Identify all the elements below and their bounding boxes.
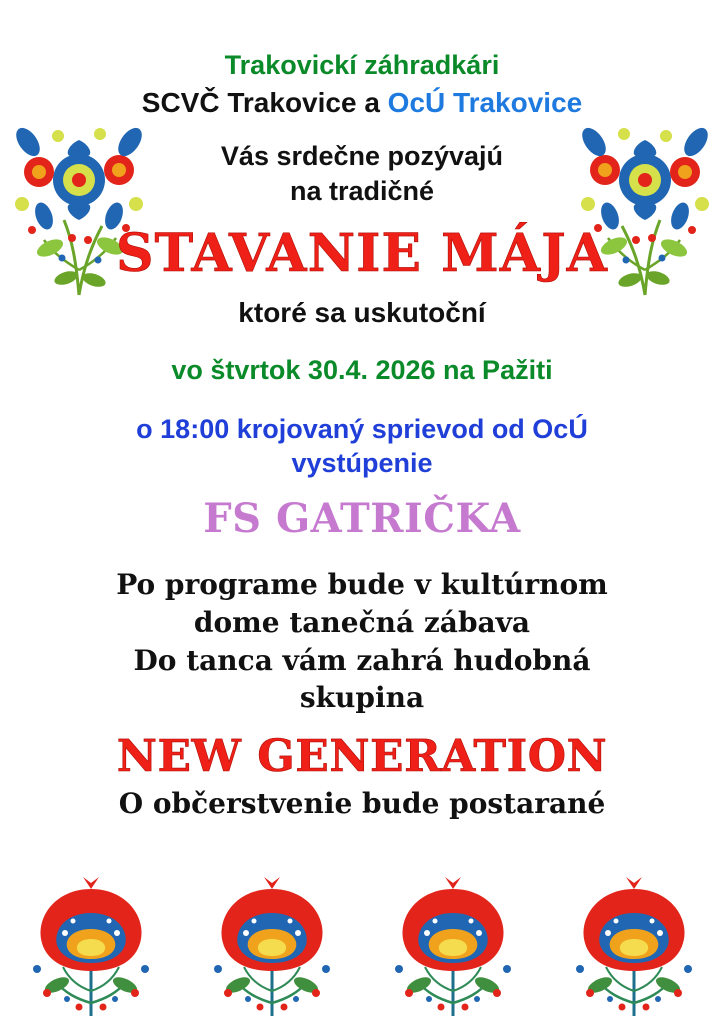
bottom-flower-row (0, 868, 724, 1018)
organizer-line-1: Trakovickí záhradkári (224, 50, 500, 80)
invitation-line-2: na tradičné (289, 175, 435, 206)
performance-label: vystúpenie (291, 448, 433, 479)
event-schedule (0, 413, 724, 481)
organizer-line-2 (0, 86, 724, 119)
event-time-line: o 18:00 krojovaný sprievod od OcÚ (136, 414, 588, 445)
after-program-line-3: Do tanca vám zahrá hudobná (133, 643, 591, 677)
event-subtitle: ktoré sa uskutoční (238, 297, 486, 329)
after-program-line-2: dome tanečná zábava (193, 605, 531, 639)
invitation-text (0, 139, 724, 209)
performer-name: FS GATRIČKA (203, 494, 521, 542)
event-date: vo štvrtok 30.4. 2026 na Pažiti (171, 355, 553, 386)
after-program-text (0, 566, 724, 717)
after-program-line-4: skupina (299, 681, 425, 715)
folk-flower-icon (202, 873, 342, 1018)
after-program-line-1: Po programe bude v kultúrnom (116, 568, 608, 602)
folk-flower-icon (564, 873, 704, 1018)
folk-flower-icon (21, 873, 161, 1018)
refreshments-note: O občerstvenie bude postarané (118, 787, 606, 821)
organizer-line-2-highlight: OcÚ Trakovice (387, 86, 583, 118)
folk-flower-icon (383, 873, 523, 1018)
band-name: NEW GENERATION (116, 731, 608, 783)
event-title: STAVANIE MÁJA (115, 223, 609, 285)
invitation-line-1: Vás srdečne pozývajú (220, 140, 504, 171)
organizer-line-2-prefix: SCVČ Trakovice a (141, 86, 388, 118)
